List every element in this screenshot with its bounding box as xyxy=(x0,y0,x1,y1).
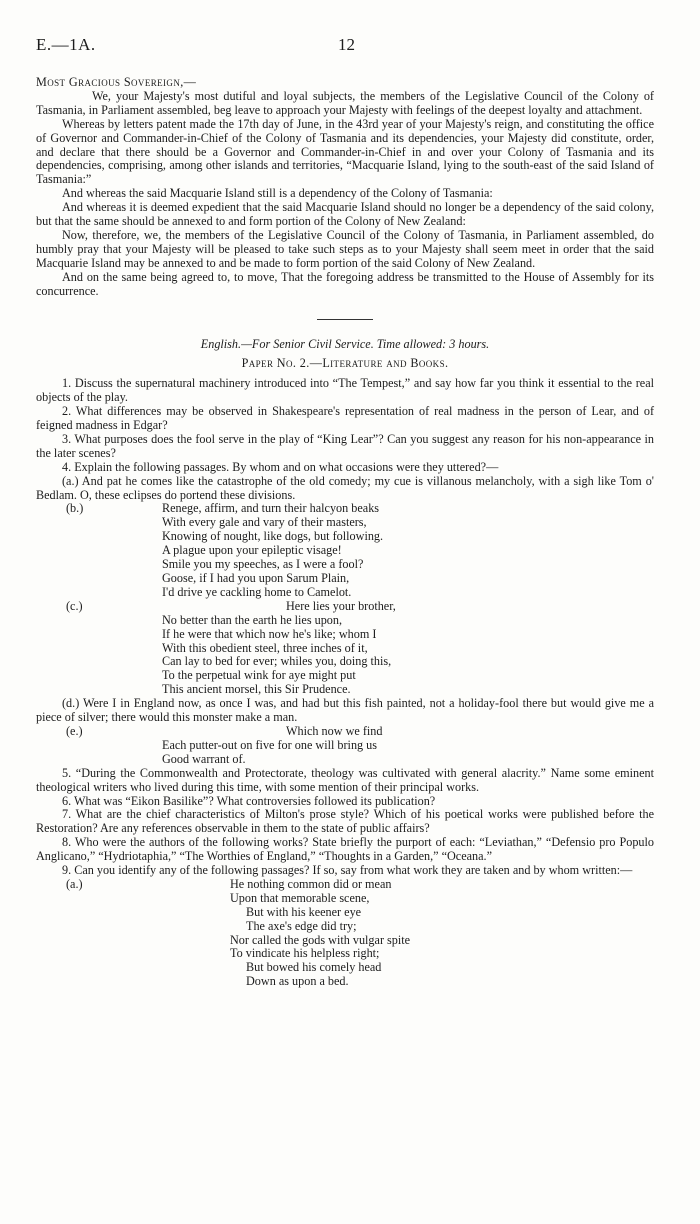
passage-label: (a.) xyxy=(66,876,83,891)
verse-line: With this obedient steel, three inches of it, xyxy=(162,640,368,655)
verse-line: Good warrant of. xyxy=(162,751,246,766)
address-paragraph: And whereas the said Macquarie Island still is a dependency of the Colony of Tasmania: xyxy=(62,186,493,201)
verse-line: Knowing of nought, like dogs, but following. xyxy=(162,529,384,544)
address-paragraph: Whereas by letters patent made the 17th day of June, in the 43rd year of your Majesty's reign, and constituting the office of Governor and Commander-in-Chief of the Colony of Tasmania and its dependencies, your Majesty did constitute, order, and declare that there should be a Governor and Commander-in-Chief in and over your Colony of Tasmania and its dependencies, comprising, among other islands and territories, “Macquarie Island, lying to the south-east of the said Island of Tasmania:” xyxy=(36,116,654,187)
document-reference: E.—1A. xyxy=(36,35,96,54)
question-3: 3. What purposes does the fool serve in the play of “King Lear”? Can you suggest any reason for his non-appearance in the later scenes? xyxy=(36,431,654,460)
verse-line: Which now we find xyxy=(286,723,383,738)
question-2: 2. What differences may be observed in Shakespeare's representation of real madness in the person of Lear, and of feigned madness in Edgar? xyxy=(36,404,654,433)
question-8: 8. Who were the authors of the following works? State briefly the purport of each: “Leviathan,” “Defensio pro Populo Anglicano,” “Hydriotaphia,” “The Worthies of England,” “Thoughts in a Garden,” “Oceana.” xyxy=(36,835,654,864)
salutation: Most Gracious Sovereign,— xyxy=(36,75,197,89)
passage-label: (e.) xyxy=(66,723,83,738)
page-number: 12 xyxy=(338,35,355,54)
address-paragraph: And on the same being agreed to, to move, That the foregoing address be transmitted to the House of Assembly for its concurrence. xyxy=(36,269,654,298)
exam-heading: English.—For Senior Civil Service. Time allowed: 3 hours. xyxy=(200,336,490,351)
verse-line: Renege, affirm, and turn their halcyon beaks xyxy=(162,501,380,516)
question-7: 7. What are the chief characteristics of Milton's prose style? Which of his poetical works were published before the Restoration? Are any references observable in them to the state of public affairs? xyxy=(36,807,654,836)
question-6: 6. What was “Eikon Basilike”? What controversies followed its publication? xyxy=(62,793,436,808)
address-paragraph: We, your Majesty's most dutiful and loyal subjects, the members of the Legislative Council of the Colony of Tasmania, in Parliament assembled, beg leave to approach your Majesty with feelings of the deepest loyalty and attachment. xyxy=(36,88,654,117)
address-paragraph: Now, therefore, we, the members of the Legislative Council of the Colony of Tasmania, in Parliament assembled, do humbly pray that your Majesty will be pleased to take such steps as to your Majesty shall seem meet in order that the said Macquarie Island may be annexed to and be made to form portion of the said Colony of New Zealand. xyxy=(36,227,654,270)
verse-line: No better than the earth he lies upon, xyxy=(162,612,343,627)
verse-line: But bowed his comely head xyxy=(246,960,382,975)
verse-line: Down as upon a bed. xyxy=(246,974,349,989)
address-section xyxy=(36,76,654,989)
verse-line: To vindicate his helpless right; xyxy=(230,946,380,961)
section-divider xyxy=(317,319,373,320)
passage-d: (d.) Were I in England now, as once I was, and had but this fish painted, not a holiday-fool there but would give me a piece of silver; there would this monster make a man. xyxy=(36,696,654,725)
passage-c xyxy=(36,600,654,697)
paper-title: Paper No. 2.—Literature and Books. xyxy=(241,356,449,371)
verse-line: But with his keener eye xyxy=(246,904,362,919)
verse-line: I'd drive ye cackling home to Camelot. xyxy=(162,584,352,599)
verse-line: A plague upon your epileptic visage! xyxy=(162,543,342,558)
address-paragraph: And whereas it is deemed expedient that the said Macquarie Island should no longer be a dependency of the said colony, but that the same should be annexed to and form portion of the Colony of New Zealand: xyxy=(36,200,654,229)
verse-line: He nothing common did or mean xyxy=(230,876,392,891)
verse-line: Smile you my speeches, as I were a fool? xyxy=(162,557,364,572)
passage-a: (a.) And pat he comes like the catastrophe of the old comedy; my cue is villanous melancholy, with a sigh like Tom o' Bedlam. O, these eclipses do portend these divisions. xyxy=(36,473,654,502)
verse-line: Here lies your brother, xyxy=(286,598,396,613)
question-4: 4. Explain the following passages. By whom and on what occasions were they uttered?— xyxy=(62,459,499,474)
verse-line: Upon that memorable scene, xyxy=(230,890,370,905)
question-5: 5. “During the Commonwealth and Protectorate, theology was cultivated with general alacrity.” Name some eminent theological writers who lived during this time, with some mention of their principal works. xyxy=(36,765,654,794)
passage-label: (b.) xyxy=(66,501,84,516)
verse-line: With every gale and vary of their masters, xyxy=(162,515,367,530)
verse-line: Can lay to bed for ever; whiles you, doing this, xyxy=(162,654,392,669)
passage-label: (c.) xyxy=(66,598,83,613)
verse-line: Nor called the gods with vulgar spite xyxy=(230,932,411,947)
verse-line: The axe's edge did try; xyxy=(246,918,357,933)
verse-line: Goose, if I had you upon Sarum Plain, xyxy=(162,571,350,585)
passage-e xyxy=(36,725,654,767)
passage-b xyxy=(36,502,654,599)
verse-line: This ancient morsel, this Sir Prudence. xyxy=(162,682,351,697)
verse-line: To the perpetual wink for aye might put xyxy=(162,668,356,683)
question-9: 9. Can you identify any of the following passages? If so, say from what work they are taken and by whom written:— xyxy=(62,863,633,878)
verse-line: If he were that which now he's like; whom I xyxy=(162,626,377,641)
verse-line: Each putter-out on five for one will bring us xyxy=(162,737,378,752)
question-1: 1. Discuss the supernatural machinery introduced into “The Tempest,” and say how far you think it essential to the real objects of the play. xyxy=(36,376,654,405)
passage-9a xyxy=(36,878,654,989)
